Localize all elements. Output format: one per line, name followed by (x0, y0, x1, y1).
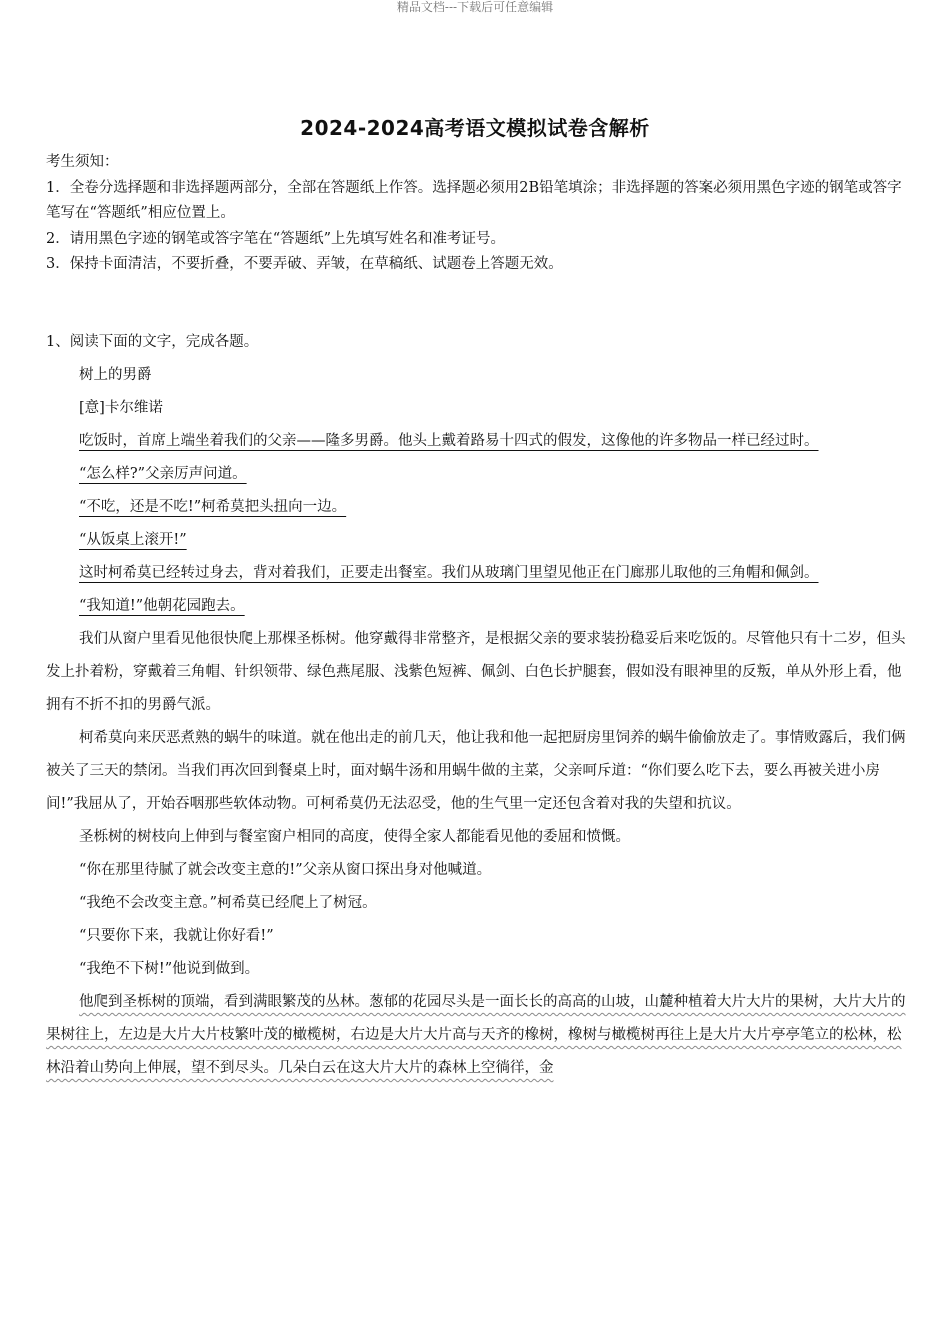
underlined-text: “不吃，还是不吃!”柯希莫把头扭向一边。 (79, 499, 347, 515)
passage-paragraph: 圣栎树的树枝向上伸到与餐室窗户相同的高度，使得全家人都能看见他的委屈和愤慨。 (79, 829, 630, 845)
passage-paragraph (46, 425, 906, 458)
question-body (46, 326, 906, 1085)
underlined-text: “怎么样?”父亲厉声问道。 (79, 466, 247, 482)
passage-paragraph (46, 491, 906, 524)
story-title: 树上的男爵 (79, 367, 152, 383)
passage-paragraph: “我绝不下树!”他说到做到。 (79, 961, 260, 977)
passage-paragraph: 柯希莫向来厌恶煮熟的蜗牛的味道。就在他出走的前几天，他让我和他一起把厨房里饲养的蜗牛偷偷放走了。事情败露后，我们俩被关了三天的禁闭。当我们再次回到餐桌上时，面对蜗牛汤和用蜗牛做的主菜，父亲呵斥道：“你们要么吃下去，要么再被关进小房间!”我屈从了，开始吞咽那些软体动物。可柯希莫仍无法忍受，他的生气里一定还包含着对我的失望和抗议。 (46, 730, 906, 812)
story-author: [意]卡尔维诺 (79, 400, 163, 416)
notice-item: 3．保持卡面清洁，不要折叠，不要弄破、弄皱，在草稿纸、试题卷上答题无效。 (46, 256, 563, 272)
underlined-text: “我知道!”他朝花园跑去。 (79, 598, 245, 614)
notice-heading: 考生须知： (46, 154, 119, 170)
passage-paragraph (46, 590, 906, 623)
underlined-text: 吃饭时，首席上端坐着我们的父亲——隆多男爵。他头上戴着路易十四式的假发，这像他的许多物品一样已经过时。 (79, 433, 819, 449)
exam-notice (46, 150, 906, 278)
header-note: 精品文档---下载后可任意编辑 (396, 0, 554, 14)
page-title: 2024-2024高考语文模拟试卷含解析 (300, 116, 650, 140)
passage-paragraph (46, 524, 906, 557)
question-prompt: 1、阅读下面的文字，完成各题。 (46, 334, 259, 350)
passage-paragraph: 我们从窗户里看见他很快爬上那棵圣栎树。他穿戴得非常整齐，是根据父亲的要求装扮稳妥后来吃饭的。尽管他只有十二岁，但头发上扑着粉，穿戴着三角帽、针织领带、绿色燕尾服、浅紫色短裤、佩剑、白色长护腿套，假如没有眼神里的反叛，单从外形上看，他拥有不折不扣的男爵气派。 (46, 631, 906, 713)
notice-item: 1．全卷分选择题和非选择题两部分，全部在答题纸上作答。选择题必须用2B铅笔填涂；非选择题的答案必须用黑色字迹的钢笔或答字笔写在“答题纸”相应位置上。 (46, 179, 902, 221)
passage-paragraph (46, 557, 906, 590)
passage-paragraph: “只要你下来，我就让你好看!” (79, 928, 274, 944)
notice-item: 2．请用黑色字迹的钢笔或答字笔在“答题纸”上先填写姓名和准考证号。 (46, 230, 506, 247)
passage-paragraph: “你在那里待腻了就会改变主意的!”父亲从窗口探出身对他喊道。 (79, 862, 492, 878)
passage-paragraph: “我绝不会改变主意。”柯希莫已经爬上了树冠。 (79, 895, 377, 911)
passage-paragraph (46, 986, 906, 1085)
wavy-underlined-text: 他爬到圣栎树的顶端，看到满眼繁茂的丛林。葱郁的花园尽头是一面长长的高高的山坡，山麓种植着大片大片的果树，大片大片的果树往上，左边是大片大片枝繁叶茂的橄榄树，右边是大片大片高与天齐的橡树，橡树与橄榄树再往上是大片大片亭亭笔立的松林，松林沿着山势向上伸展，望不到尽头。几朵白云在这大片大片的森林上空徜徉，金 (46, 994, 906, 1076)
passage-paragraph (46, 458, 906, 491)
underlined-text: 这时柯希莫已经转过身去，背对着我们，正要走出餐室。我们从玻璃门里望见他正在门廊那儿取他的三角帽和佩剑。 (79, 565, 819, 581)
underlined-text: “从饭桌上滚开!” (79, 532, 187, 548)
